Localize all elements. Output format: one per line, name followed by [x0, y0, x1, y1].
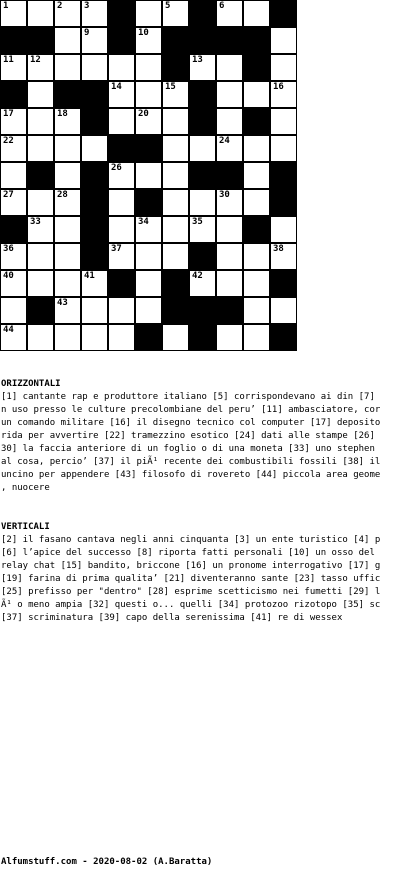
grid-cell[interactable]: [162, 108, 189, 135]
grid-cell[interactable]: [27, 0, 54, 27]
cell-number: 6: [219, 1, 225, 11]
grid-cell[interactable]: [0, 297, 27, 324]
grid-cell[interactable]: [243, 0, 270, 27]
grid-cell[interactable]: [216, 324, 243, 351]
grid-cell[interactable]: [216, 81, 243, 108]
grid-cell[interactable]: [108, 189, 135, 216]
grid-cell[interactable]: [27, 270, 54, 297]
across-clue-line-0: [1] cantante rap e produttore italiano [5] corrispondevano ai din [7]: [1, 392, 375, 402]
grid-cell[interactable]: [54, 27, 81, 54]
grid-cell[interactable]: [81, 270, 108, 297]
cell-number: 13: [192, 55, 203, 65]
black-cell: [108, 0, 135, 27]
grid-cell[interactable]: [135, 270, 162, 297]
grid-cell[interactable]: [81, 54, 108, 81]
black-cell: [81, 81, 108, 108]
cell-number: 40: [3, 271, 14, 281]
down-clue-line-5: Ã¹ o meno ampia [32] questi o... quelli [34] protozoo rizotopo [35] sc: [1, 600, 381, 610]
black-cell: [270, 324, 297, 351]
cell-number: 33: [30, 217, 41, 227]
cell-number: 18: [57, 109, 68, 119]
grid-cell[interactable]: [54, 189, 81, 216]
cell-number: 10: [138, 28, 149, 38]
grid-cell[interactable]: [162, 135, 189, 162]
black-cell: [54, 81, 81, 108]
grid-cell[interactable]: [108, 81, 135, 108]
cell-number: 28: [57, 190, 68, 200]
across-clue-line-3: rida per avvertire [22] tramezzino esotico [24] dati alle stampe [26]: [1, 431, 375, 441]
black-cell: [108, 27, 135, 54]
cell-number: 41: [84, 271, 95, 281]
grid-cell[interactable]: [27, 81, 54, 108]
cell-number: 38: [273, 244, 284, 254]
grid-cell[interactable]: [27, 135, 54, 162]
grid-cell[interactable]: [216, 216, 243, 243]
grid-cell[interactable]: [27, 108, 54, 135]
grid-cell[interactable]: [135, 216, 162, 243]
grid-cell[interactable]: [54, 270, 81, 297]
grid-cell[interactable]: [27, 324, 54, 351]
grid-cell[interactable]: [243, 81, 270, 108]
cell-number: 11: [3, 55, 14, 65]
black-cell: [270, 162, 297, 189]
black-cell: [189, 81, 216, 108]
cell-number: 2: [57, 1, 63, 11]
black-cell: [189, 27, 216, 54]
grid-cell[interactable]: [108, 108, 135, 135]
grid-cell[interactable]: [54, 54, 81, 81]
black-cell: [108, 270, 135, 297]
cell-number: 36: [3, 244, 14, 254]
grid-cell[interactable]: [0, 54, 27, 81]
cell-number: 12: [30, 55, 41, 65]
black-cell: [243, 27, 270, 54]
grid-cell[interactable]: [216, 270, 243, 297]
grid-cell[interactable]: [270, 135, 297, 162]
black-cell: [189, 324, 216, 351]
grid-cell[interactable]: [81, 27, 108, 54]
grid-cell[interactable]: [189, 216, 216, 243]
cell-number: 34: [138, 217, 149, 227]
cell-number: 20: [138, 109, 149, 119]
cell-number: 16: [273, 82, 284, 92]
cell-number: 27: [3, 190, 14, 200]
black-cell: [27, 297, 54, 324]
cell-number: 3: [84, 1, 90, 11]
grid-cell[interactable]: [162, 162, 189, 189]
grid-cell[interactable]: [54, 135, 81, 162]
crossword-grid: [0, 0, 352, 352]
cell-number: 42: [192, 271, 203, 281]
grid-cell[interactable]: [54, 162, 81, 189]
grid-cell[interactable]: [162, 243, 189, 270]
grid-cell[interactable]: [81, 324, 108, 351]
down-clue-line-4: [25] prefisso per "dentro" [28] esprime scetticismo nei fumetti [29] l: [1, 587, 381, 597]
cell-number: 24: [219, 136, 230, 146]
grid-cell[interactable]: [108, 243, 135, 270]
grid-cell[interactable]: [108, 297, 135, 324]
cell-number: 35: [192, 217, 203, 227]
cell-number: 1: [3, 1, 9, 11]
grid-cell[interactable]: [270, 81, 297, 108]
grid-cell[interactable]: [243, 243, 270, 270]
grid-cell[interactable]: [27, 189, 54, 216]
grid-cell[interactable]: [0, 243, 27, 270]
grid-cell[interactable]: [0, 270, 27, 297]
down-heading: VERTICALI: [1, 522, 50, 532]
black-cell: [135, 189, 162, 216]
grid-cell[interactable]: [189, 270, 216, 297]
across-clue-line-7: , nuocere: [1, 483, 50, 493]
grid-cell[interactable]: [27, 243, 54, 270]
cell-number: 15: [165, 82, 176, 92]
grid-cell[interactable]: [27, 216, 54, 243]
grid-cell[interactable]: [81, 297, 108, 324]
grid-cell[interactable]: [54, 108, 81, 135]
grid-cell[interactable]: [54, 324, 81, 351]
grid-cell[interactable]: [270, 108, 297, 135]
cell-number: 26: [111, 163, 122, 173]
black-cell: [189, 162, 216, 189]
grid-cell[interactable]: [135, 243, 162, 270]
black-cell: [189, 243, 216, 270]
grid-cell[interactable]: [243, 162, 270, 189]
grid-cell[interactable]: [162, 216, 189, 243]
grid-cell[interactable]: [54, 297, 81, 324]
grid-cell[interactable]: [54, 243, 81, 270]
grid-cell[interactable]: [108, 324, 135, 351]
grid-cell[interactable]: [135, 54, 162, 81]
black-cell: [270, 189, 297, 216]
grid-cell[interactable]: [243, 270, 270, 297]
grid-cell[interactable]: [0, 324, 27, 351]
grid-cell[interactable]: [270, 54, 297, 81]
black-cell: [162, 270, 189, 297]
cell-number: 37: [111, 244, 122, 254]
down-clue-line-6: [37] scriminatura [39] capo della serenissima [41] re di wessex: [1, 613, 343, 623]
black-cell: [81, 162, 108, 189]
grid-cell[interactable]: [108, 54, 135, 81]
black-cell: [243, 54, 270, 81]
black-cell: [270, 0, 297, 27]
black-cell: [81, 189, 108, 216]
black-cell: [189, 0, 216, 27]
grid-cell[interactable]: [216, 243, 243, 270]
grid-cell[interactable]: [54, 216, 81, 243]
across-clue-line-4: 30] la faccia anteriore di un foglio o di una moneta [33] uno stephen: [1, 444, 375, 454]
across-clue-line-2: un comando militare [16] il disegno tecnico col computer [17] deposito: [1, 418, 381, 428]
grid-cell[interactable]: [243, 135, 270, 162]
grid-cell[interactable]: [0, 189, 27, 216]
cell-number: 9: [84, 28, 90, 38]
black-cell: [270, 270, 297, 297]
black-cell: [108, 135, 135, 162]
grid-cell[interactable]: [135, 297, 162, 324]
black-cell: [81, 243, 108, 270]
cell-number: 5: [165, 1, 171, 11]
across-clue-line-5: al cosa, percio’ [37] il piÃ¹ recente dei combustibili fossili [38] il: [1, 457, 381, 467]
black-cell: [27, 27, 54, 54]
cell-number: 22: [3, 136, 14, 146]
footer-credit: Alfumstuff.com - 2020-08-02 (A.Baratta): [1, 857, 213, 867]
grid-cell[interactable]: [135, 108, 162, 135]
black-cell: [81, 108, 108, 135]
grid-cell[interactable]: [27, 54, 54, 81]
grid-cell[interactable]: [216, 0, 243, 27]
black-cell: [135, 324, 162, 351]
grid-cell[interactable]: [162, 81, 189, 108]
black-cell: [162, 54, 189, 81]
grid-cell[interactable]: [270, 216, 297, 243]
grid-cell[interactable]: [108, 162, 135, 189]
grid-cell[interactable]: [189, 54, 216, 81]
grid-cell[interactable]: [81, 0, 108, 27]
black-cell: [243, 108, 270, 135]
black-cell: [216, 27, 243, 54]
grid-cell[interactable]: [162, 0, 189, 27]
across-heading: ORIZZONTALI: [1, 379, 61, 389]
grid-cell[interactable]: [162, 324, 189, 351]
grid-cell[interactable]: [216, 189, 243, 216]
grid-cell[interactable]: [189, 189, 216, 216]
grid-cell[interactable]: [189, 135, 216, 162]
down-clue-line-3: [19] farina di prima qualita’ [21] diventeranno sante [23] tasso uffic: [1, 574, 381, 584]
grid-cell[interactable]: [216, 135, 243, 162]
black-cell: [0, 216, 27, 243]
grid-cell[interactable]: [270, 297, 297, 324]
across-clue-line-6: uncino per appendere [43] filosofo di rovereto [44] piccola area geome: [1, 470, 381, 480]
grid-cell[interactable]: [216, 108, 243, 135]
grid-cell[interactable]: [54, 0, 81, 27]
black-cell: [216, 297, 243, 324]
grid-cell[interactable]: [243, 297, 270, 324]
grid-cell[interactable]: [0, 0, 27, 27]
grid-cell[interactable]: [81, 135, 108, 162]
black-cell: [189, 108, 216, 135]
black-cell: [135, 135, 162, 162]
black-cell: [0, 27, 27, 54]
grid-cell[interactable]: [135, 27, 162, 54]
black-cell: [162, 27, 189, 54]
black-cell: [162, 297, 189, 324]
grid-cell[interactable]: [243, 324, 270, 351]
grid-cell[interactable]: [216, 54, 243, 81]
grid-cell[interactable]: [135, 162, 162, 189]
grid-cell[interactable]: [108, 216, 135, 243]
down-clue-line-1: [6] l’apice del successo [8] riporta fatti personali [10] un osso del: [1, 548, 375, 558]
cell-number: 43: [57, 298, 68, 308]
grid-cell[interactable]: [135, 0, 162, 27]
cell-number: 14: [111, 82, 122, 92]
cell-number: 44: [3, 325, 14, 335]
across-clue-line-1: n uso presso le culture precolombiane del peru’ [11] ambasciatore, cor: [1, 405, 381, 415]
grid-cell[interactable]: [162, 189, 189, 216]
cell-number: 17: [3, 109, 14, 119]
black-cell: [0, 81, 27, 108]
black-cell: [27, 162, 54, 189]
grid-cell[interactable]: [0, 135, 27, 162]
grid-cell[interactable]: [243, 189, 270, 216]
black-cell: [216, 162, 243, 189]
black-cell: [81, 216, 108, 243]
black-cell: [243, 216, 270, 243]
cell-number: 30: [219, 190, 230, 200]
grid-cell[interactable]: [270, 243, 297, 270]
down-clue-line-2: relay chat [15] bandito, briccone [16] un pronome interrogativo [17] g: [1, 561, 381, 571]
grid-cell[interactable]: [135, 81, 162, 108]
grid-cell[interactable]: [0, 162, 27, 189]
grid-cell[interactable]: [270, 27, 297, 54]
grid-cell[interactable]: [0, 108, 27, 135]
black-cell: [189, 297, 216, 324]
down-clue-line-0: [2] il fasano cantava negli anni cinquanta [3] un ente turistico [4] p: [1, 535, 381, 545]
